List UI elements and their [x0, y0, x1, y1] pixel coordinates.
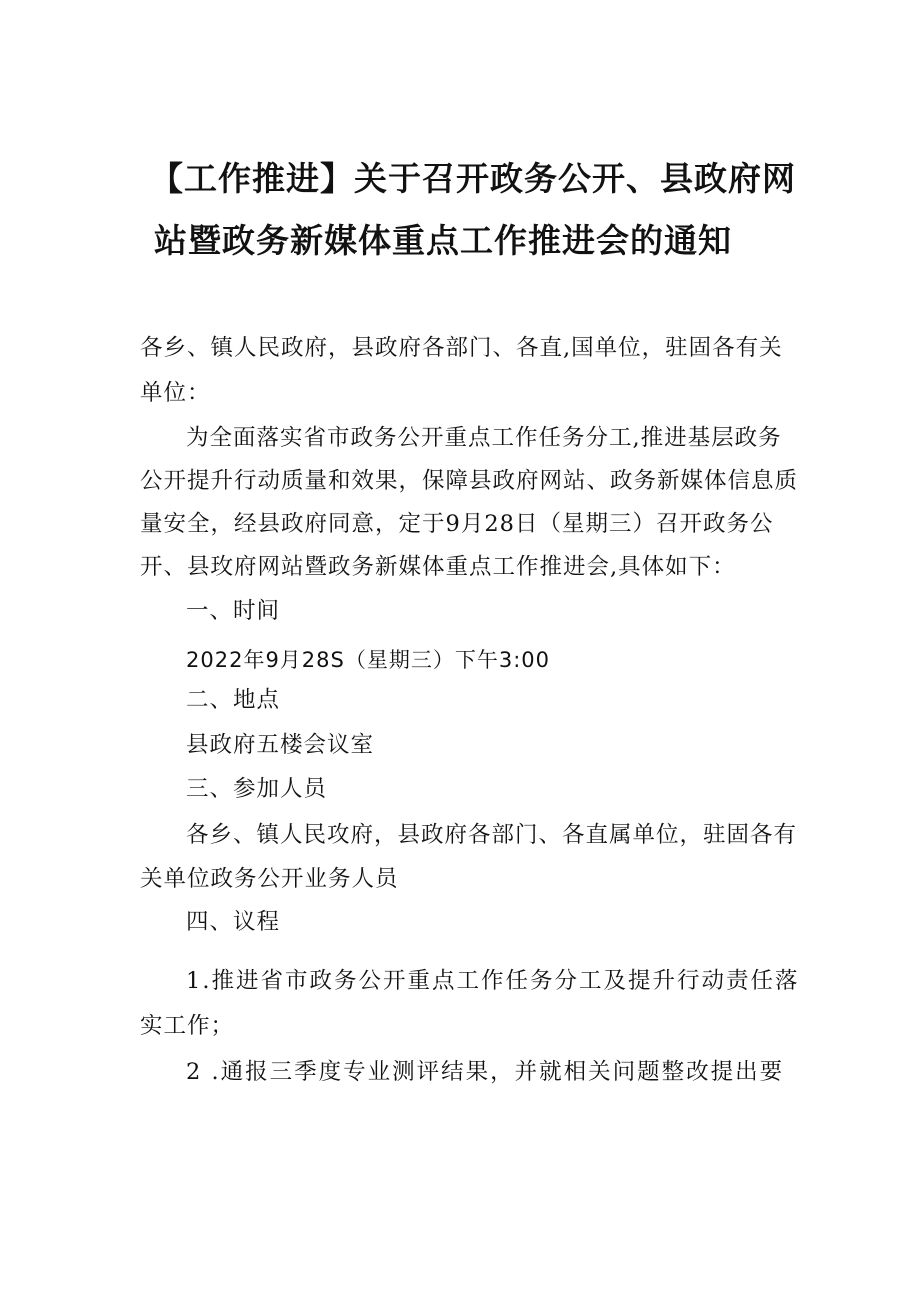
agenda-item-1-line-1: 1.推进省市政务公开重点工作任务分工及提升行动责任落	[186, 968, 800, 994]
addressee-line-2: 单位：	[140, 380, 211, 406]
section-attendees-heading: 三、参加人员	[186, 776, 328, 802]
title-line-2: 站暨政务新媒体重点工作推进会的通知	[154, 221, 732, 260]
section-attendees-line-2: 关单位政务公开业务人员	[140, 866, 399, 892]
intro-paragraph-line-4: 开、县玫府网站暨政务新媒体重点工作推进会,具体如下：	[140, 554, 736, 580]
intro-paragraph-line-2: 公开提升行动质量和效果，保障县政府网站、政务新媒体信息质	[140, 468, 799, 494]
title-line-1: 【工作推进】关于召开政务公开、县政府网	[150, 159, 796, 198]
section-attendees-line-1: 各乡、镇人民攻府，县政府各部门、各直属单位，驻固各有	[186, 822, 798, 848]
document-title	[150, 148, 850, 272]
agenda-item-1-line-2: 实工作；	[140, 1013, 235, 1039]
section-place-value: 县政府五楼会议室	[186, 732, 375, 758]
section-time-heading: 一、时间	[186, 598, 281, 624]
section-agenda-heading: 四、议程	[186, 909, 281, 935]
section-time-value: 2022年9月28S（星期三）下午3:00	[186, 648, 551, 672]
section-place-heading: 二、地点	[186, 687, 281, 713]
addressee-line-1: 各乡、镇人民政府，县政府各部门、各直,国单位，驻固各有关	[140, 335, 783, 361]
intro-paragraph-line-1: 为全面落实省市政务公开重点工作任务分工,推进基层政务	[186, 425, 782, 451]
intro-paragraph-line-3: 量安全，经县政府同意，定于9月28日（星期三）召开政务公	[140, 511, 774, 537]
agenda-item-2-line-1: 2 .通报三季度专业测评结果，并就相关问题整改提出要	[186, 1059, 785, 1085]
